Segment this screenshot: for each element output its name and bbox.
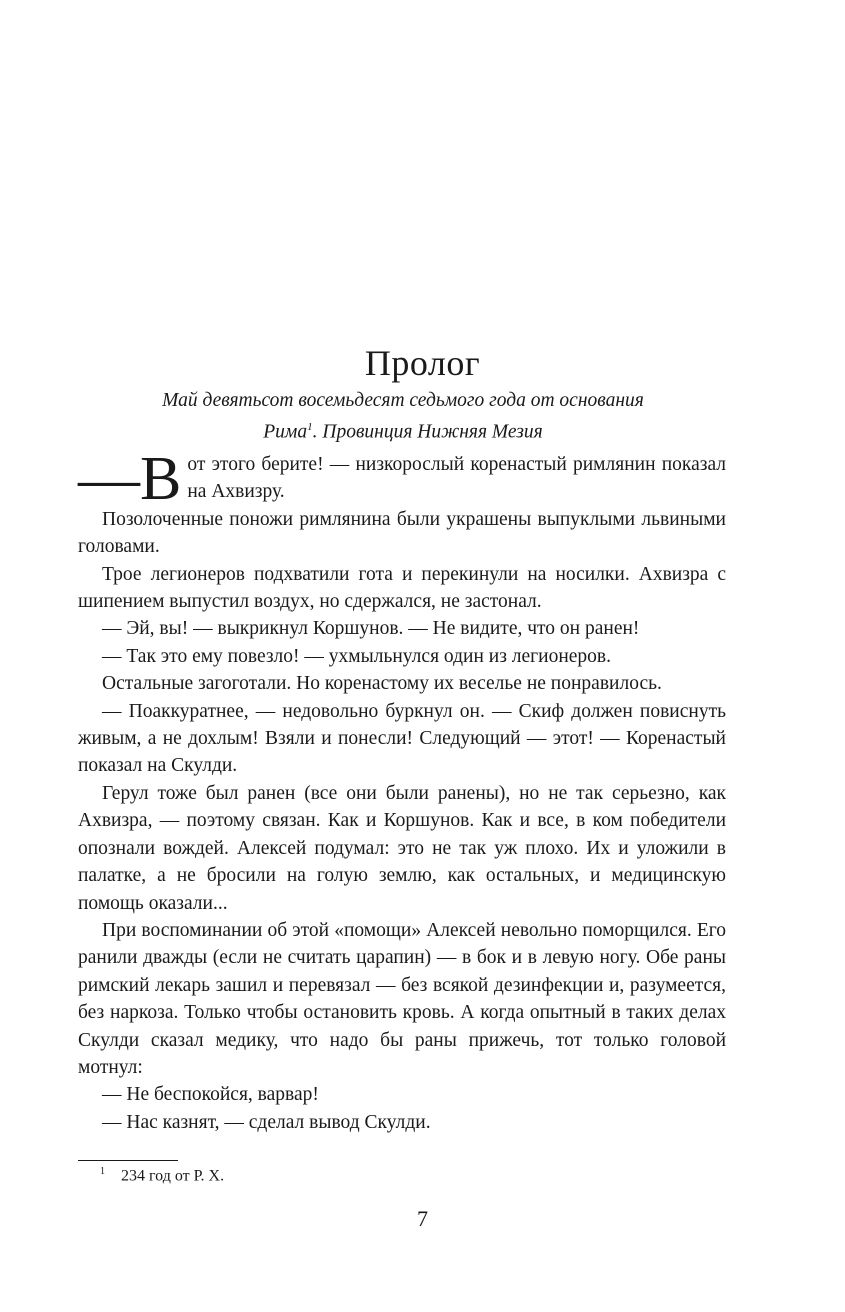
chapter-subtitle <box>78 388 728 446</box>
drop-cap: —В <box>78 445 182 513</box>
paragraph: — Так это ему повезло! — ухмыльнулся один из легионеров. <box>102 645 612 667</box>
paragraph: При воспоминании об этой «помощи» Алексей невольно поморщился. Его ранили дважды (если не считать царапин) — в бок и в левую ногу. Обе раны римский лекарь зашил и перевязал — без всякой дезинфекции и, разумеется, без наркоза. Только чтобы остановить кровь. А когда опытный в таких делах Скулди сказал медику, что надо бы раны прижечь, тот только головой мотнул: <box>78 919 726 1078</box>
paragraph: — Не беспокойся, варвар! <box>102 1084 319 1106</box>
subtitle-line-2-end: . Провинция Нижняя Мезия <box>312 421 543 443</box>
footnote-marker: 1 <box>100 1166 105 1177</box>
paragraph: Герул тоже был ранен (все они были ранены), но не так серьезно, как Ахвизра, — поэтому связан. Как и Коршунов. Как и все, в ком победители опознали вождей. Алексей подумал: это не так уж плохо. Их и уложили в палатке, а не бросили на голую землю, как остальных, и медицинскую помощь оказали... <box>78 782 726 914</box>
footnote-divider <box>78 1160 178 1161</box>
chapter-title: Пролог <box>364 343 481 384</box>
footnote-reference[interactable]: 1 <box>307 421 313 433</box>
paragraph: — Нас казнят, — сделал вывод Скулди. <box>102 1111 431 1133</box>
subtitle-line-1: Май девятьсот восемьдесят седьмого года от основания <box>162 390 644 411</box>
paragraph: — Поаккуратнее, — недовольно буркнул он. — Скиф должен повиснуть живым, а не дохлым! Взяли и понесли! Следующий — этот! — Коренастый показал на Скулди. <box>78 700 726 777</box>
footnote-text: 234 год от Р. Х. <box>121 1167 225 1185</box>
subtitle-line-2-start: Рима <box>263 421 308 443</box>
paragraph: Позолоченные поножи римлянина были украшены выпуклыми львиными головами. <box>78 508 726 558</box>
paragraph <box>78 445 726 513</box>
paragraph: — Эй, вы! — выкрикнул Коршунов. — Не видите, что он ранен! <box>102 618 640 640</box>
body-text <box>78 445 726 1136</box>
paragraph-text: от этого берите! — низкорослый коренастый римлянин показал на Ахвизру. <box>187 454 726 503</box>
paragraph: Остальные загоготали. Но коренастому их веселье не понравилось. <box>102 673 662 695</box>
footnote <box>100 1166 224 1185</box>
paragraph: Трое легионеров подхватили гота и перекинули на носилки. Ахвизра с шипением выпустил воздух, но сдержался, не застонал. <box>78 563 726 613</box>
page-number: 7 <box>417 1206 428 1231</box>
